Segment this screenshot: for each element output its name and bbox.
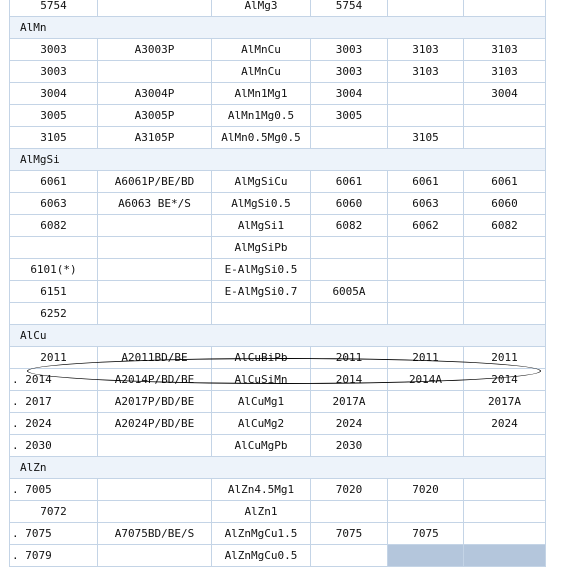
table-row	[10, 391, 546, 413]
table-cell	[98, 237, 212, 259]
table-cell	[464, 237, 546, 259]
table-cell: 2014	[311, 369, 388, 391]
group-label: AlMgSi	[10, 149, 546, 171]
table-cell	[311, 237, 388, 259]
table-cell: 3105	[388, 127, 464, 149]
table-cell: AlZn4.5Mg1	[212, 479, 311, 501]
table-cell	[311, 259, 388, 281]
table-cell: 3005	[311, 105, 388, 127]
table-cell	[388, 237, 464, 259]
table-cell	[98, 281, 212, 303]
table-row	[10, 105, 546, 127]
table-cell: 2030	[311, 435, 388, 457]
table-cell: AlMgSiCu	[212, 171, 311, 193]
table-row	[10, 479, 546, 501]
table-cell: AlMgSi0.5	[212, 193, 311, 215]
group-label: AlZn	[10, 457, 546, 479]
table-cell: 6005A	[311, 281, 388, 303]
table-cell: AlMg3	[212, 0, 311, 17]
table-row	[10, 171, 546, 193]
table-cell: 6101(*)	[10, 259, 98, 281]
table-cell	[464, 501, 546, 523]
table-cell: . 2030	[10, 435, 98, 457]
table-cell: 6062	[388, 215, 464, 237]
table-cell	[464, 105, 546, 127]
table-cell	[388, 281, 464, 303]
table-cell: AlCuSiMn	[212, 369, 311, 391]
table-cell: A3105P	[98, 127, 212, 149]
table-cell: 2014A	[388, 369, 464, 391]
table-cell	[311, 501, 388, 523]
table-cell: 2011	[311, 347, 388, 369]
table-cell: AlCuBiPb	[212, 347, 311, 369]
table-cell: 6061	[464, 171, 546, 193]
table-cell: . 2024	[10, 413, 98, 435]
table-cell: 2011	[464, 347, 546, 369]
table-cell: E-AlMgSi0.7	[212, 281, 311, 303]
table-cell: 3103	[388, 61, 464, 83]
table-cell: 2014	[464, 369, 546, 391]
table-cell: AlMnCu	[212, 39, 311, 61]
table-cell	[464, 281, 546, 303]
table-cell: 6061	[388, 171, 464, 193]
table-cell: AlZnMgCu1.5	[212, 523, 311, 545]
table-cell: 5754	[10, 0, 98, 17]
table-cell	[98, 61, 212, 83]
table-cell	[212, 303, 311, 325]
table-cell	[98, 545, 212, 567]
table-cell: AlCuMg1	[212, 391, 311, 413]
table-cell: A3005P	[98, 105, 212, 127]
table-cell: A2017P/BD/BE	[98, 391, 212, 413]
table-cell: AlMgSiPb	[212, 237, 311, 259]
table-cell: AlMgSi1	[212, 215, 311, 237]
table-cell: 6151	[10, 281, 98, 303]
table-cell: A2014P/BD/BE	[98, 369, 212, 391]
table-row	[10, 39, 546, 61]
table-cell: A7075BD/BE/S	[98, 523, 212, 545]
table-cell: AlMnCu	[212, 61, 311, 83]
table-cell	[464, 545, 546, 567]
table-cell: 3004	[10, 83, 98, 105]
table-cell: 3103	[464, 39, 546, 61]
table-cell: 3004	[464, 83, 546, 105]
table-cell: AlCuMg2	[212, 413, 311, 435]
table-row	[10, 281, 546, 303]
table-cell: AlCuMgPb	[212, 435, 311, 457]
table-cell	[311, 127, 388, 149]
table-cell: 6061	[311, 171, 388, 193]
table-body	[10, 0, 546, 567]
table-cell: 7072	[10, 501, 98, 523]
table-cell	[98, 501, 212, 523]
table-cell: E-AlMgSi0.5	[212, 259, 311, 281]
group-header-row	[10, 149, 546, 171]
table-cell: A3004P	[98, 83, 212, 105]
table-cell	[464, 435, 546, 457]
table-cell	[388, 545, 464, 567]
table-cell	[98, 259, 212, 281]
table-row	[10, 61, 546, 83]
table-cell: 3003	[10, 61, 98, 83]
group-header-row	[10, 457, 546, 479]
table-cell: A6061P/BE/BD	[98, 171, 212, 193]
table-row	[10, 259, 546, 281]
table-row	[10, 83, 546, 105]
table-cell: 7075	[311, 523, 388, 545]
table-cell: 6060	[311, 193, 388, 215]
table-cell	[98, 0, 212, 17]
table-cell: 6061	[10, 171, 98, 193]
table-cell	[464, 127, 546, 149]
table-cell: 6252	[10, 303, 98, 325]
table-cell: 6063	[388, 193, 464, 215]
table-cell: 2017A	[311, 391, 388, 413]
table-cell	[311, 545, 388, 567]
table-row	[10, 347, 546, 369]
table-row	[10, 435, 546, 457]
table-cell: 3103	[464, 61, 546, 83]
group-label: AlCu	[10, 325, 546, 347]
table-cell: 3005	[10, 105, 98, 127]
table-row	[10, 193, 546, 215]
table-cell	[464, 479, 546, 501]
table-cell	[98, 215, 212, 237]
table-cell: AlMn1Mg0.5	[212, 105, 311, 127]
table-cell: 3105	[10, 127, 98, 149]
table-cell	[98, 479, 212, 501]
table-cell: . 2017	[10, 391, 98, 413]
table-cell: . 7075	[10, 523, 98, 545]
table-cell	[464, 303, 546, 325]
table-cell: . 7079	[10, 545, 98, 567]
table-cell: 2024	[464, 413, 546, 435]
table-cell: AlZn1	[212, 501, 311, 523]
table-row	[10, 413, 546, 435]
table-cell	[98, 303, 212, 325]
table-cell: 3003	[311, 39, 388, 61]
table-cell	[388, 413, 464, 435]
table-cell: 2011	[10, 347, 98, 369]
table-cell	[388, 0, 464, 17]
table-cell: 6060	[464, 193, 546, 215]
table-cell	[311, 303, 388, 325]
table-cell	[464, 523, 546, 545]
table-cell: 2017A	[464, 391, 546, 413]
table-cell	[388, 303, 464, 325]
table-cell: . 2014	[10, 369, 98, 391]
table-cell: 2024	[311, 413, 388, 435]
table-row	[10, 303, 546, 325]
table-cell: 7020	[311, 479, 388, 501]
table-cell	[464, 0, 546, 17]
table-row	[10, 127, 546, 149]
table-row	[10, 0, 546, 17]
table-cell: 6082	[311, 215, 388, 237]
table-cell: A2011BD/BE	[98, 347, 212, 369]
alloy-equivalence-table	[9, 0, 546, 567]
table-row	[10, 369, 546, 391]
table-cell	[388, 105, 464, 127]
table-row	[10, 501, 546, 523]
table-cell: A3003P	[98, 39, 212, 61]
table-cell: AlZnMgCu0.5	[212, 545, 311, 567]
table-cell: A2024P/BD/BE	[98, 413, 212, 435]
table-cell: . 7005	[10, 479, 98, 501]
table-cell	[464, 259, 546, 281]
table-cell: 7020	[388, 479, 464, 501]
table-cell: AlMn0.5Mg0.5	[212, 127, 311, 149]
table-cell	[388, 435, 464, 457]
table-cell: 3003	[10, 39, 98, 61]
group-header-row	[10, 325, 546, 347]
table-cell: 3003	[311, 61, 388, 83]
group-label: AlMn	[10, 17, 546, 39]
table-cell: 6063	[10, 193, 98, 215]
table-cell: 2011	[388, 347, 464, 369]
table-cell: 3103	[388, 39, 464, 61]
table-row	[10, 215, 546, 237]
table-cell	[10, 237, 98, 259]
table-cell: A6063 BE*/S	[98, 193, 212, 215]
table-cell	[388, 501, 464, 523]
table-cell: 6082	[464, 215, 546, 237]
table-cell	[98, 435, 212, 457]
table-row	[10, 523, 546, 545]
table-cell: 5754	[311, 0, 388, 17]
table-row	[10, 237, 546, 259]
table-cell	[388, 391, 464, 413]
table-cell	[388, 83, 464, 105]
table-cell: 6082	[10, 215, 98, 237]
table-cell: AlMn1Mg1	[212, 83, 311, 105]
table-row	[10, 545, 546, 567]
table-cell: 3004	[311, 83, 388, 105]
table-cell: 7075	[388, 523, 464, 545]
table-cell	[388, 259, 464, 281]
group-header-row	[10, 17, 546, 39]
